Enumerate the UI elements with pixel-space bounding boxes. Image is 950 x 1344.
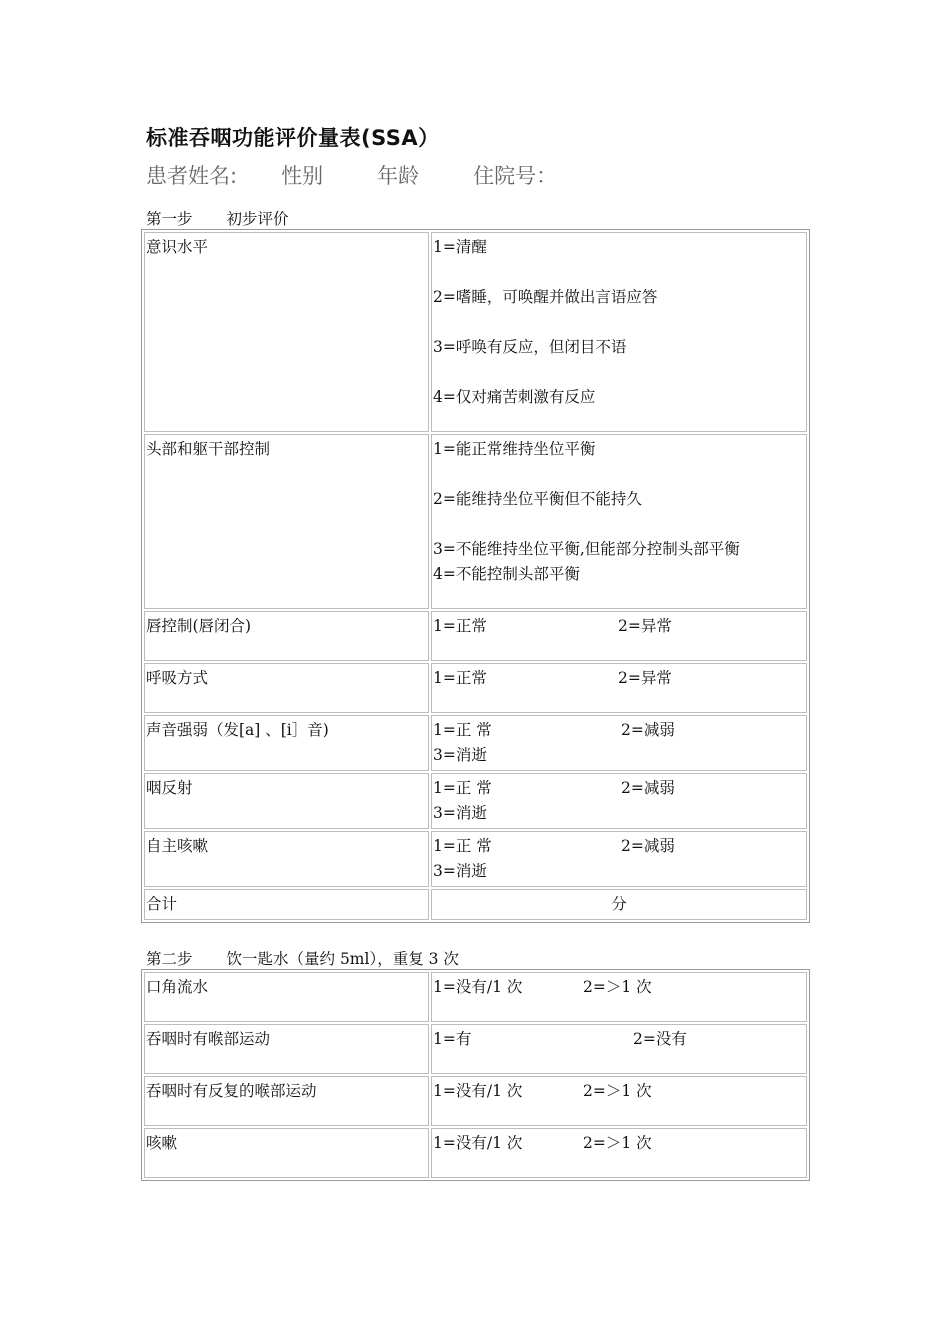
step2-label: 第二步: [146, 950, 193, 968]
table-row: [144, 232, 807, 432]
item-cell: 唇控制(唇闭合): [144, 611, 429, 661]
option-text: 4=不能控制头部平衡: [433, 565, 580, 583]
table-row: [144, 434, 807, 609]
hospital-number-label: 住院号：: [473, 164, 558, 188]
options-cell: [431, 715, 807, 771]
option-text: 3=消逝: [433, 746, 487, 764]
options-cell: [431, 1128, 807, 1178]
options-cell: [431, 972, 807, 1022]
table-row: [144, 1128, 807, 1178]
total-label: 合计: [144, 889, 429, 920]
option-text: 2=＞1 次: [583, 978, 652, 996]
option-text: 2=＞1 次: [583, 1082, 652, 1100]
table-row: [144, 831, 807, 887]
step1-label: 第一步: [146, 210, 193, 228]
option-text: 1=清醒: [433, 238, 487, 256]
option-text: 1=正常: [433, 617, 487, 635]
option-text: 1=没有/1 次: [433, 1134, 523, 1152]
option-text: 3=呼唤有反应，但闭目不语: [433, 338, 627, 356]
total-value-cell: 分: [431, 889, 807, 920]
option-text: 1=正 常: [433, 837, 492, 855]
options-cell: [431, 831, 807, 887]
options-cell: [431, 773, 807, 829]
item-cell: 咽反射: [144, 773, 429, 829]
table-row: [144, 611, 807, 661]
table-row: [144, 889, 807, 920]
patient-sex-label: 性别: [281, 164, 324, 188]
table-row: [144, 1024, 807, 1074]
option-text: 1=没有/1 次: [433, 978, 523, 996]
patient-age-label: 年龄: [377, 164, 420, 188]
option-text: 4=仅对痛苦刺激有反应: [433, 388, 596, 406]
table-row: [144, 715, 807, 771]
option-text: 3=消逝: [433, 804, 487, 822]
option-text: 1=正 常: [433, 779, 492, 797]
item-cell: 口角流水: [144, 972, 429, 1022]
patient-info-line: [146, 160, 557, 190]
option-text: 2=减弱: [621, 721, 675, 739]
options-cell: [431, 1076, 807, 1126]
option-text: 2=减弱: [621, 779, 675, 797]
item-cell: 自主咳嗽: [144, 831, 429, 887]
item-cell: 吞咽时有喉部运动: [144, 1024, 429, 1074]
option-text: 3=不能维持坐位平衡,但能部分控制头部平衡: [433, 540, 740, 558]
option-text: 1=正 常: [433, 721, 492, 739]
options-cell: [431, 611, 807, 661]
option-text: 1=正常: [433, 669, 487, 687]
option-text: 2=嗜睡，可唤醒并做出言语应答: [433, 288, 658, 306]
option-text: 2=异常: [618, 669, 672, 687]
step2-table: [141, 969, 810, 1181]
table-row: [144, 1076, 807, 1126]
options-cell: [431, 232, 807, 432]
item-cell: 呼吸方式: [144, 663, 429, 713]
option-text: 2=没有: [633, 1030, 687, 1048]
option-text: 2=减弱: [621, 837, 675, 855]
step1-heading: [146, 207, 289, 229]
step2-title: 饮一匙水（量约 5ml），重复 3 次: [226, 950, 459, 968]
option-text: 3=消逝: [433, 862, 487, 880]
options-cell: [431, 663, 807, 713]
options-cell: [431, 434, 807, 609]
document-title: 标准吞咽功能评价量表(SSA）: [146, 126, 440, 150]
option-text: 1=有: [433, 1030, 472, 1048]
step1-title: 初步评价: [226, 210, 289, 228]
patient-name-label: 患者姓名:: [146, 164, 238, 188]
option-text: 2=＞1 次: [583, 1134, 652, 1152]
item-cell: 咳嗽: [144, 1128, 429, 1178]
option-text: 1=没有/1 次: [433, 1082, 523, 1100]
option-text: 2=能维持坐位平衡但不能持久: [433, 490, 642, 508]
step2-heading: [146, 947, 459, 969]
option-text: 1=能正常维持坐位平衡: [433, 440, 596, 458]
step1-table: [141, 229, 810, 923]
table-row: [144, 773, 807, 829]
option-text: 2=异常: [618, 617, 672, 635]
item-cell: 吞咽时有反复的喉部运动: [144, 1076, 429, 1126]
item-cell: 头部和躯干部控制: [144, 434, 429, 609]
options-cell: [431, 1024, 807, 1074]
table-row: [144, 972, 807, 1022]
item-cell: 声音强弱（发[a] 、[i］音): [144, 715, 429, 771]
item-cell: 意识水平: [144, 232, 429, 432]
table-row: [144, 663, 807, 713]
